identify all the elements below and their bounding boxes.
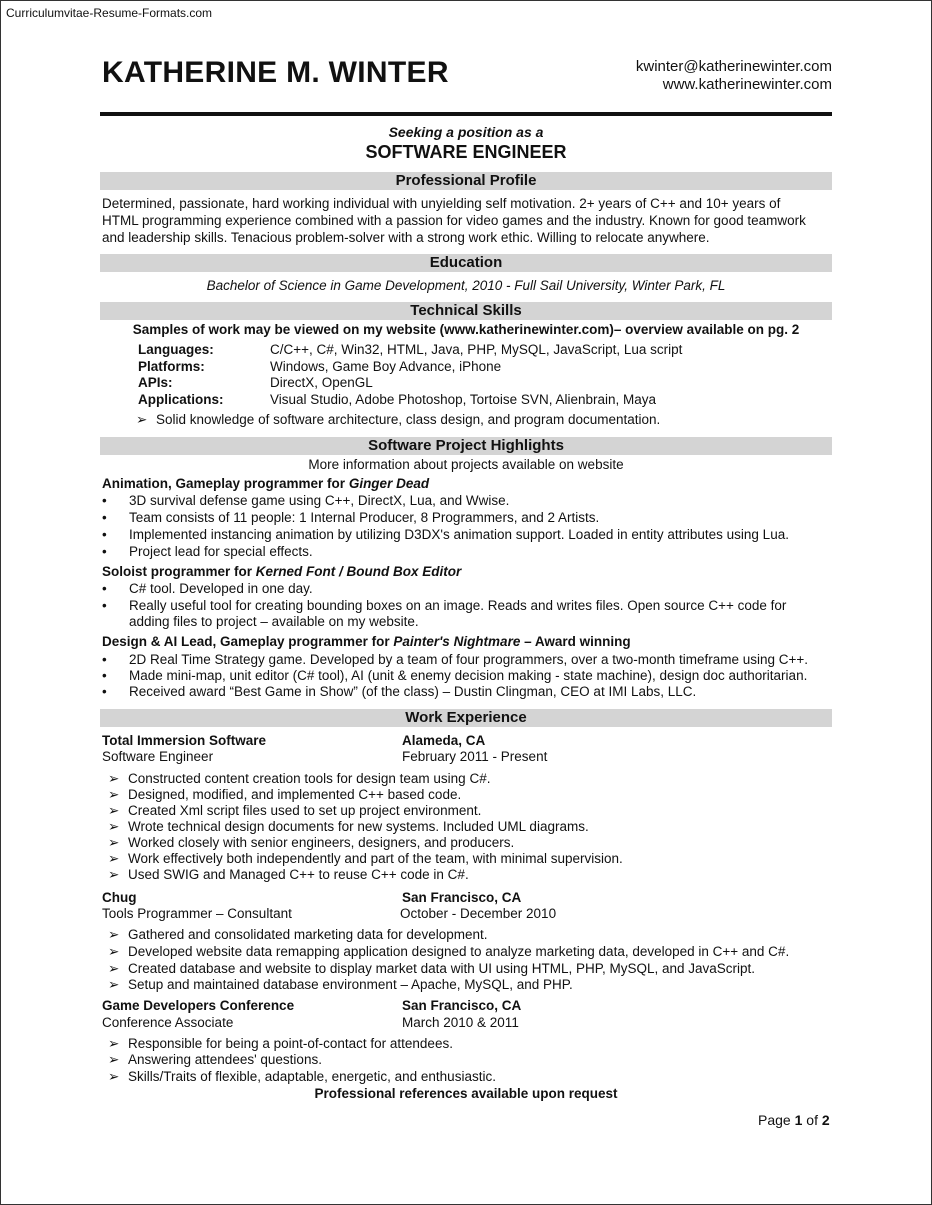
skill-label: APIs: bbox=[138, 375, 173, 390]
arrow-bullet-icon: ➢ bbox=[108, 1069, 120, 1084]
project-role: Animation, Gameplay programmer for bbox=[102, 476, 349, 491]
website-link[interactable]: www.katherinewinter.com bbox=[662, 76, 832, 93]
skill-label: Platforms: bbox=[138, 358, 205, 374]
section-heading-work: Work Experience bbox=[100, 709, 832, 727]
section-heading-education: Education bbox=[100, 254, 832, 272]
bullet-text: Responsible for being a point-of-contact for attendees. bbox=[128, 1036, 453, 1051]
job-title: Tools Programmer – Consultant bbox=[102, 906, 292, 921]
project-title bbox=[102, 564, 461, 580]
skills-note-text: Solid knowledge of software architecture, class design, and program documentation. bbox=[156, 412, 661, 427]
profile-text bbox=[102, 195, 830, 246]
bullet-text: Received award “Best Game in Show” (of the class) – Dustin Clingman, CEO at IMI Labs, LLC. bbox=[129, 684, 697, 699]
arrow-bullet-icon: ➢ bbox=[108, 787, 120, 802]
page-total: 2 bbox=[821, 1112, 830, 1128]
bullet-text: Implemented instancing animation by utilizing D3DX's animation support. Loaded in entity attributes using Lua. bbox=[129, 527, 789, 542]
bullet-text: Gathered and consolidated marketing data for development. bbox=[128, 927, 488, 942]
bullet-text: Constructed content creation tools for design team using C#. bbox=[128, 771, 491, 786]
bullet-icon: • bbox=[102, 527, 107, 542]
job-location: Alameda, CA bbox=[402, 733, 486, 748]
job-location: San Francisco, CA bbox=[402, 998, 522, 1013]
skill-row-languages bbox=[138, 342, 682, 359]
objective-role: SOFTWARE ENGINEER bbox=[365, 142, 567, 162]
bullet-text: 2D Real Time Strategy game. Developed by a team of four programmers, over a two-month timeframe using C++. bbox=[129, 652, 809, 667]
bullet-icon: • bbox=[102, 544, 107, 559]
page-current: 1 bbox=[794, 1112, 803, 1128]
bullet-icon: • bbox=[102, 668, 107, 683]
bullet-text: Designed, modified, and implemented C++ based code. bbox=[128, 787, 462, 802]
header-rule bbox=[100, 112, 832, 116]
skill-value: DirectX, OpenGL bbox=[270, 375, 373, 390]
bullet-text: Created Xml script files used to set up project environment. bbox=[128, 803, 482, 818]
project-award: – Award winning bbox=[520, 634, 631, 649]
arrow-bullet-icon: ➢ bbox=[108, 927, 120, 942]
bullet-icon: • bbox=[102, 598, 107, 613]
skill-label: Applications: bbox=[138, 391, 224, 407]
bullet-text: Made mini-map, unit editor (C# tool), AI (unit & enemy decision making - state machine), design doc authoritarian. bbox=[129, 668, 808, 683]
contact-block bbox=[636, 58, 832, 94]
samples-note: Samples of work may be viewed on my website (www.katherinewinter.com)– overview available on pg. 2 bbox=[132, 322, 800, 337]
bullet-text: Developed website data remapping application designed to analyze marketing data, developed in C++ and C#. bbox=[128, 944, 790, 959]
bullet-icon: • bbox=[102, 493, 107, 508]
bullet-text: Used SWIG and Managed C++ to reuse C++ code in C#. bbox=[128, 867, 469, 882]
arrow-bullet-icon: ➢ bbox=[108, 944, 120, 959]
profile-line: and leadership skills. Tenacious problem-solver with a strong work ethic. Willing to relocate anywhere. bbox=[102, 230, 710, 245]
skill-label: Languages: bbox=[138, 342, 214, 357]
candidate-name: KATHERINE M. WINTER bbox=[102, 56, 449, 89]
profile-line: Determined, passionate, hard working individual with unyielding self motivation. 2+ years of C++ and 10+ years of bbox=[102, 196, 781, 211]
bullet-text: Team consists of 11 people: 1 Internal Producer, 8 Programmers, and 2 Artists. bbox=[129, 510, 600, 525]
job-dates: February 2011 - Present bbox=[402, 749, 548, 764]
bullet-icon: • bbox=[102, 510, 107, 525]
page-number bbox=[758, 1112, 830, 1128]
bullet-text: Work effectively both independently and part of the team, with minimal supervision. bbox=[128, 851, 623, 866]
project-role: Soloist programmer for bbox=[102, 564, 256, 579]
section-heading-profile: Professional Profile bbox=[100, 172, 832, 190]
section-heading-projects: Software Project Highlights bbox=[100, 437, 832, 455]
project-name: Ginger Dead bbox=[348, 476, 430, 491]
company-name: Chug bbox=[102, 890, 137, 905]
page-of: of bbox=[802, 1112, 822, 1128]
bullet-icon: • bbox=[102, 684, 107, 699]
project-name: Painter's Nightmare bbox=[393, 634, 521, 649]
arrow-bullet-icon: ➢ bbox=[108, 977, 120, 992]
skills-table bbox=[138, 342, 682, 408]
arrow-bullet-icon: ➢ bbox=[108, 1052, 120, 1067]
bullet-text: Project lead for special effects. bbox=[129, 544, 313, 559]
skill-value: Windows, Game Boy Advance, iPhone bbox=[270, 358, 502, 374]
references-note: Professional references available upon request bbox=[314, 1086, 618, 1101]
job-location: San Francisco, CA bbox=[402, 890, 522, 905]
company-name: Game Developers Conference bbox=[102, 998, 295, 1013]
job-dates: March 2010 & 2011 bbox=[402, 1015, 519, 1030]
skill-value: Visual Studio, Adobe Photoshop, Tortoise SVN, Alienbrain, Maya bbox=[270, 391, 656, 407]
watermark: Curriculumvitae-Resume-Formats.com bbox=[6, 6, 213, 20]
job-title: Software Engineer bbox=[102, 749, 214, 764]
email-link[interactable]: kwinter@katherinewinter.com bbox=[635, 58, 832, 75]
arrow-bullet-icon: ➢ bbox=[108, 771, 120, 786]
bullet-text: Really useful tool for creating bounding boxes on an image. Reads and writes files. Open source C++ code for bbox=[129, 598, 787, 613]
skill-row-apis bbox=[138, 375, 682, 392]
arrow-bullet-icon: ➢ bbox=[108, 851, 120, 866]
bullet-text: 3D survival defense game using C++, DirectX, Lua, and Wwise. bbox=[129, 493, 510, 508]
bullet-icon: • bbox=[102, 652, 107, 667]
job-title: Conference Associate bbox=[102, 1015, 234, 1030]
skill-row-applications bbox=[138, 392, 682, 409]
arrow-bullet-icon: ➢ bbox=[108, 1036, 120, 1051]
project-title bbox=[102, 634, 631, 650]
education-entry: Bachelor of Science in Game Development, 2010 - Full Sail University, Winter Park, FL bbox=[206, 278, 726, 293]
skill-value: C/C++, C#, Win32, HTML, Java, PHP, MySQL, JavaScript, Lua script bbox=[270, 342, 683, 357]
arrow-bullet-icon: ➢ bbox=[136, 412, 148, 427]
project-title bbox=[102, 476, 429, 492]
arrow-bullet-icon: ➢ bbox=[108, 867, 120, 882]
bullet-text: Answering attendees' questions. bbox=[128, 1052, 322, 1067]
bullet-text: Skills/Traits of flexible, adaptable, energetic, and enthusiastic. bbox=[128, 1069, 496, 1084]
bullet-text: Wrote technical design documents for new systems. Included UML diagrams. bbox=[128, 819, 589, 834]
arrow-bullet-icon: ➢ bbox=[108, 835, 120, 850]
profile-line: HTML programming experience combined with a passion for video games and the industry. Known for good teamwork bbox=[102, 213, 806, 228]
arrow-bullet-icon: ➢ bbox=[108, 961, 120, 976]
objective-intro: Seeking a position as a bbox=[388, 124, 544, 140]
job-dates: October - December 2010 bbox=[400, 906, 557, 921]
bullet-text: Worked closely with senior engineers, designers, and producers. bbox=[128, 835, 515, 850]
bullet-text: Setup and maintained database environment – Apache, MySQL, and PHP. bbox=[128, 977, 573, 992]
skill-row-platforms bbox=[138, 359, 682, 376]
bullet-continuation: adding files to project – available on my website. bbox=[129, 614, 419, 629]
arrow-bullet-icon: ➢ bbox=[108, 819, 120, 834]
projects-subheading: More information about projects available on website bbox=[308, 457, 624, 472]
project-name: Kerned Font / Bound Box Editor bbox=[255, 564, 462, 579]
bullet-text: C# tool. Developed in one day. bbox=[129, 581, 313, 596]
company-name: Total Immersion Software bbox=[102, 733, 267, 748]
bullet-icon: • bbox=[102, 581, 107, 596]
section-heading-technical: Technical Skills bbox=[100, 302, 832, 320]
bullet-text: Created database and website to display market data with UI using HTML, PHP, MySQL, and JavaScript. bbox=[128, 961, 756, 976]
project-role: Design & AI Lead, Gameplay programmer for bbox=[102, 634, 394, 649]
page-label: Page bbox=[758, 1112, 795, 1128]
arrow-bullet-icon: ➢ bbox=[108, 803, 120, 818]
